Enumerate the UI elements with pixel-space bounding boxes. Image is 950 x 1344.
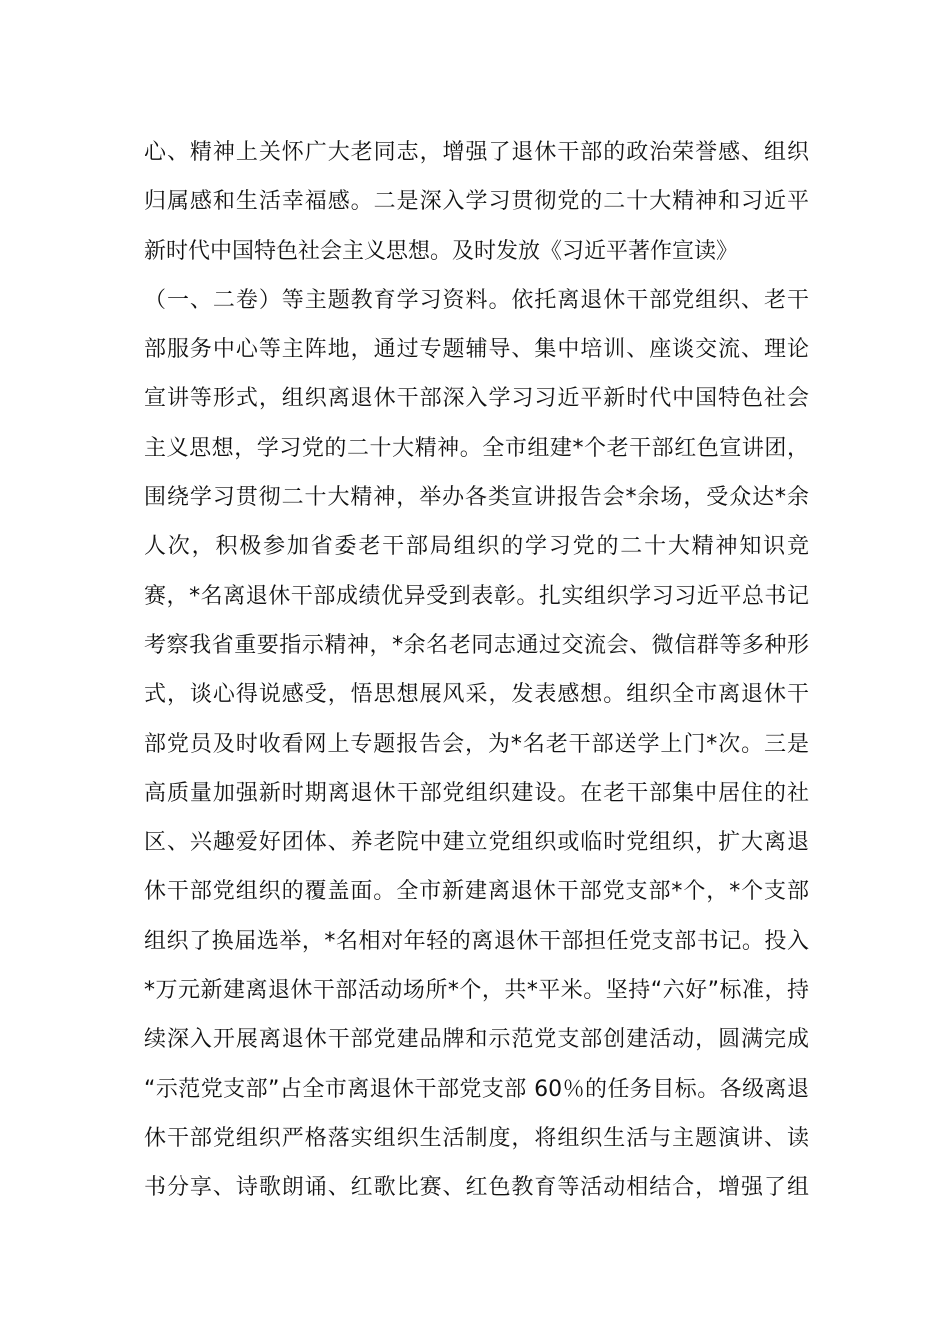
- text-line-17: 组织了换届选举，*名相对年轻的离退休干部担任党支部书记。投入: [144, 928, 809, 954]
- text-line-18: *万元新建离退休干部活动场所*个，共*平米。坚持“六好”标准，持: [144, 978, 809, 1004]
- text-line-12: 式，谈心得说感受，悟思想展风采，发表感想。组织全市离退休干: [144, 682, 809, 708]
- text-line-15: 区、兴趣爱好团体、养老院中建立党组织或临时党组织，扩大离退: [144, 830, 809, 856]
- text-line-4: （一、二卷）等主题教育学习资料。依托离退休干部党组织、老干: [144, 287, 809, 313]
- text-line-1: 心、精神上关怀广大老同志，增强了退休干部的政治荣誉感、组织: [144, 140, 809, 165]
- text-line-16: 休干部党组织的覆盖面。全市新建离退休干部党支部*个，*个支部: [144, 879, 809, 905]
- text-line-14: 高质量加强新时期离退休干部党组织建设。在老干部集中居住的社: [144, 780, 809, 806]
- text-line-3: 新时代中国特色社会主义思想。及时发放《习近平著作宣读》: [144, 238, 739, 264]
- text-line-10: 赛，*名离退休干部成绩优异受到表彰。扎实组织学习习近平总书记: [144, 583, 809, 609]
- text-line-20: “示范党支部”占全市离退休干部党支部 60％的任务目标。各级离退: [144, 1076, 809, 1102]
- text-line-19: 续深入开展离退休干部党建品牌和示范党支部创建活动，圆满完成: [144, 1027, 809, 1053]
- text-line-21: 休干部党组织严格落实组织生活制度，将组织生活与主题演讲、读: [144, 1125, 809, 1151]
- text-line-6: 宣讲等形式，组织离退休干部深入学习习近平新时代中国特色社会: [144, 386, 809, 412]
- text-line-2: 归属感和生活幸福感。二是深入学习贯彻党的二十大精神和习近平: [144, 189, 809, 215]
- text-line-9: 人次，积极参加省委老干部局组织的学习党的二十大精神知识竞: [144, 534, 809, 560]
- text-line-7: 主义思想，学习党的二十大精神。全市组建*个老干部红色宣讲团，: [144, 435, 809, 461]
- body-text: [144, 128, 809, 1213]
- text-line-8: 围绕学习贯彻二十大精神，举办各类宣讲报告会*余场，受众达*余: [144, 485, 809, 511]
- text-line-5: 部服务中心等主阵地，通过专题辅导、集中培训、座谈交流、理论: [144, 337, 809, 363]
- text-line-11: 考察我省重要指示精神，*余名老同志通过交流会、微信群等多种形: [144, 632, 809, 658]
- text-line-13: 部党员及时收看网上专题报告会，为*名老干部送学上门*次。三是: [144, 731, 809, 757]
- text-line-22: 书分享、诗歌朗诵、红歌比赛、红色教育等活动相结合，增强了组: [144, 1175, 809, 1201]
